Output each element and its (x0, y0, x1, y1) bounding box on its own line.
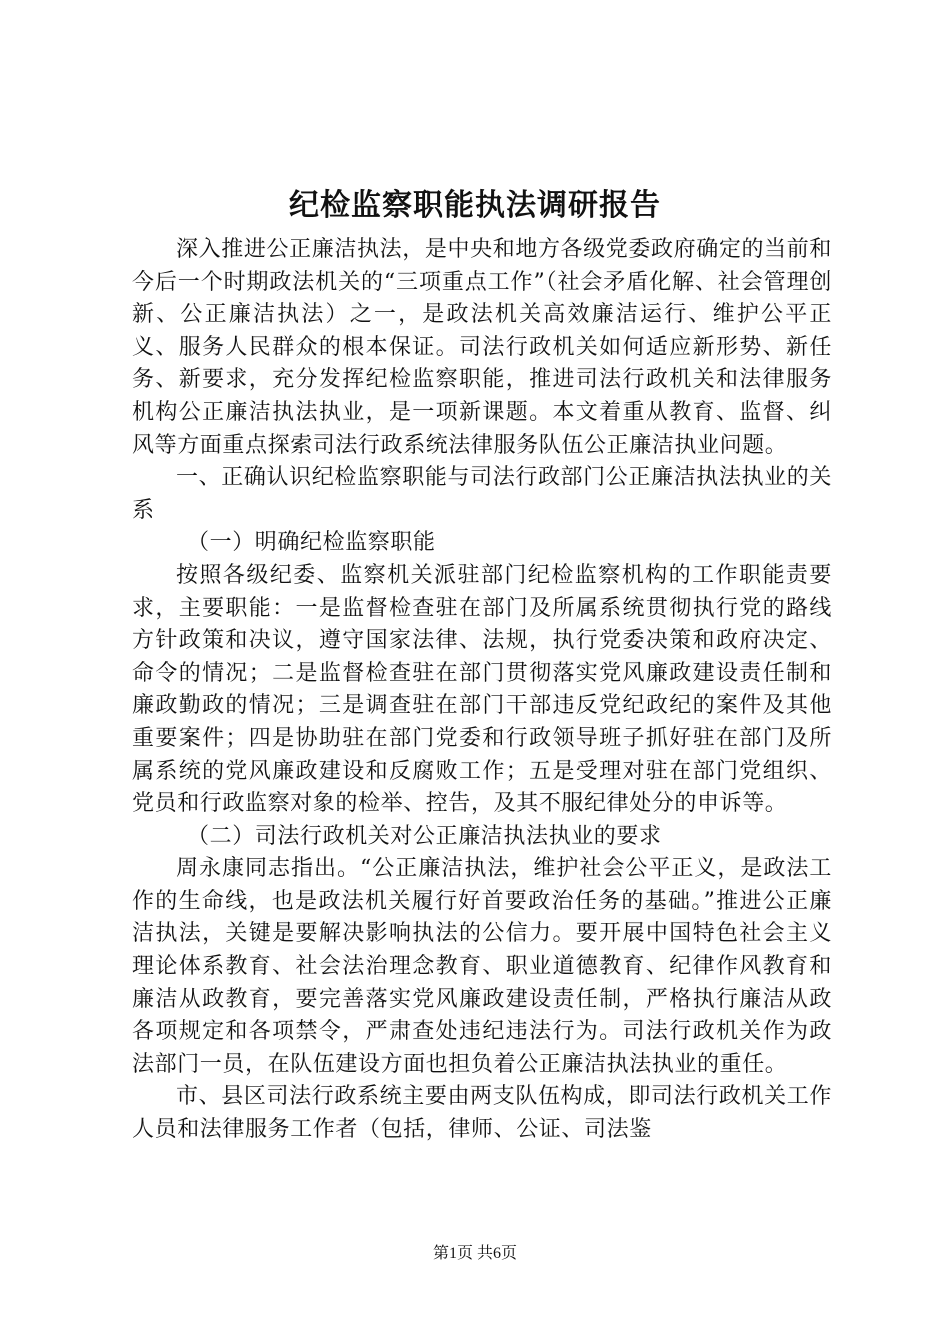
section-heading-1: 一、正确认识纪检监察职能与司法行政部门公正廉洁执法执业的关系 (132, 465, 832, 523)
paragraph-intro: 深入推进公正廉洁执法，是中央和地方各级党委政府确定的当前和今后一个时期政法机关的“三项重点工作”（社会矛盾化解、社会管理创新、公正廉洁执法）之一，是政法机关高效廉洁运行、维护公平正义、服务人民群众的根本保证。司法行政机关如何适应新形势、新任务、新要求，充分发挥纪检监察职能，推进司法行政机关和法律服务机构公正廉洁执法执业，是一项新课题。本文着重从教育、监督、纠风等方面重点探索司法行政系统法律服务队伍公正廉洁执业问题。 (132, 237, 832, 458)
paragraph-teams: 市、县区司法行政系统主要由两支队伍构成，即司法行政机关工作人员和法律服务工作者（包括，律师、公证、司法鉴 (132, 1084, 832, 1143)
paragraph-functions: 按照各级纪委、监察机关派驻部门纪检监察机构的工作职能责要求，主要职能：一是监督检查驻在部门及所属系统贯彻执行党的路线方针政策和决议，遵守国家法律、法规，执行党委决策和政府决定、命令的情况；二是监督检查驻在部门贯彻落实党风廉政建设责任制和廉政勤政的情况；三是调查驻在部门干部违反党纪政纪的案件及其他重要案件；四是协助驻在部门党委和行政领导班子抓好驻在部门及所属系统的党风廉政建设和反腐败工作；五是受理对驻在部门党组织、党员和行政监察对象的检举、控告，及其不服纪律处分的申诉等。 (132, 562, 832, 817)
document-body (132, 234, 832, 1147)
document-title: 纪检监察职能执法调研报告 (289, 188, 661, 223)
paragraph-requirements: 周永康同志指出。“公正廉洁执法，维护社会公平正义，是政法工作的生命线，也是政法机关履行好首要政治任务的基础。”推进公正廉洁执法，关键是要解决影响执法的公信力。要开展中国特色社会主义理论体系教育、社会法治理念教育、职业道德教育、纪律作风教育和廉洁从政教育，要完善落实党风廉政建设责任制，严格执行廉洁从政各项规定和各项禁令，严肃查处违纪违法行为。司法行政机关作为政法部门一员，在队伍建设方面也担负着公正廉洁执法执业的重任。 (132, 856, 832, 1077)
subsection-heading-2: （二）司法行政机关对公正廉洁执法执业的要求 (187, 823, 662, 849)
subsection-heading-1: （一）明确纪检监察职能 (187, 530, 436, 556)
page-number-footer: 第1页 共6页 (432, 1245, 517, 1262)
